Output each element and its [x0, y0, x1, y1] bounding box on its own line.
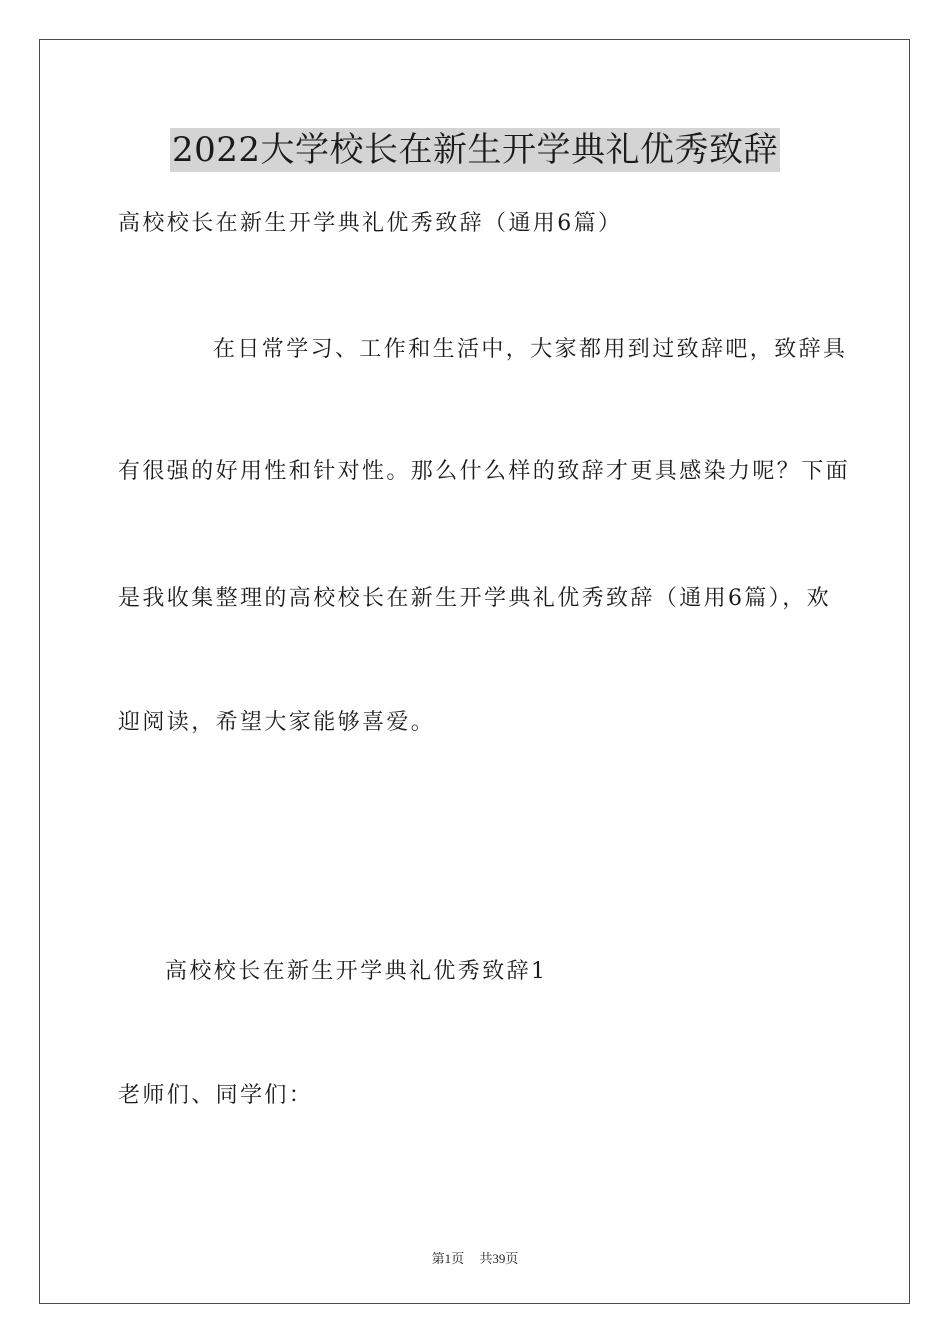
- paragraph-line-4: 迎阅读，希望大家能够喜爱。: [118, 710, 436, 735]
- paragraph-line-1: 在日常学习、工作和生活中，大家都用到过致辞吧，致辞具: [213, 337, 848, 362]
- document-title: 2022大学校长在新生开学典礼优秀致辞: [171, 130, 779, 170]
- subtitle-line: 高校校长在新生开学典礼优秀致辞（通用6篇）: [118, 211, 623, 236]
- paragraph-line-2: 有很强的好用性和针对性。那么什么样的致辞才更具感染力呢？下面: [118, 459, 851, 484]
- document-title-wrapper: [0, 128, 950, 172]
- page-number: 第1页: [431, 1251, 465, 1266]
- salutation-line: 老师们、同学们：: [118, 1083, 314, 1108]
- page-footer: [0, 1248, 950, 1267]
- page-total: 共39页: [479, 1251, 519, 1266]
- paragraph-line-3: 是我收集整理的高校校长在新生开学典礼优秀致辞（通用6篇），欢: [118, 586, 831, 611]
- section-heading: 高校校长在新生开学典礼优秀致辞1: [165, 959, 548, 984]
